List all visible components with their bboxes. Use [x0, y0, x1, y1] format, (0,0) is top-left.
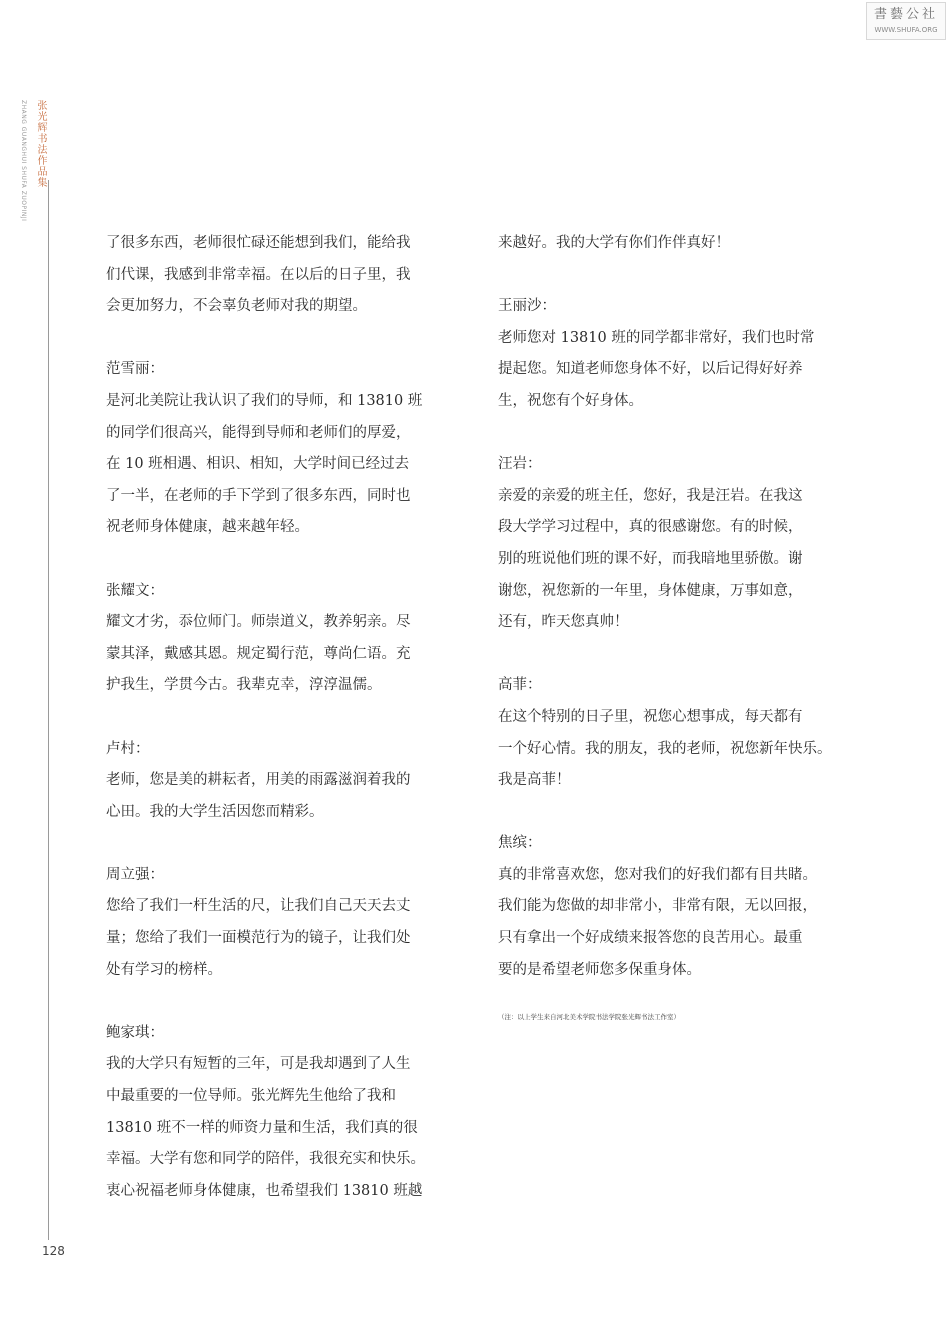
left-text-column [106, 228, 442, 1207]
paragraph-gap [498, 260, 834, 292]
text-line: 段大学学习过程中，真的很感谢您。有的时候， [498, 519, 803, 536]
text-line: 一个好心情。我的朋友，我的老师，祝您新年快乐。 [498, 740, 832, 757]
text-line: 亲爱的亲爱的班主任，您好，我是汪岩。在我这 [498, 487, 803, 504]
text-line: 生，祝您有个好身体。 [498, 392, 643, 409]
text-line: 是河北美院让我认识了我们的导师，和 13810 班 [106, 392, 423, 409]
text-line: 张耀文： [106, 582, 164, 599]
text-line: 耀文才劣，忝位师门。师崇道义，教养躬亲。尽 [106, 614, 411, 631]
paragraph-gap [498, 639, 834, 671]
right-column-lines [498, 228, 834, 986]
text-line: 了一半，在老师的手下学到了很多东西，同时也 [106, 487, 411, 504]
text-line: 卢村： [106, 740, 150, 757]
paragraph-gap [106, 828, 442, 860]
text-line: 处有学习的榜样。 [106, 961, 222, 978]
paragraph-gap [106, 986, 442, 1018]
text-line: 周立强： [106, 866, 164, 883]
paragraph-gap [106, 702, 442, 734]
text-line: 在这个特别的日子里，祝您心想事成，每天都有 [498, 708, 803, 725]
text-line: 焦缤： [498, 835, 542, 852]
running-head-subtitle: ZHANG GUANGHUI SHUFA ZUOPINJI [20, 100, 27, 222]
text-line: 了很多东西，老师很忙碌还能想到我们，能给我 [106, 235, 411, 251]
text-line: 只有拿出一个好成绩来报答您的良苦用心。最重 [498, 930, 803, 947]
text-line: 您给了我们一杆生活的尺，让我们自己天天去丈 [106, 898, 411, 915]
text-line: 心田。我的大学生活因您而精彩。 [106, 803, 324, 820]
text-line: 在 10 班相遇、相识、相知，大学时间已经过去 [106, 456, 410, 473]
text-line: 护我生，学贯今古。我辈克幸，淳淳温儒。 [106, 677, 382, 694]
text-line: 提起您。知道老师您身体不好，以后记得好好养 [498, 361, 803, 378]
right-text-column [498, 228, 834, 1021]
text-line: 13810 班不一样的师资力量和生活，我们真的很 [106, 1119, 418, 1136]
text-line: 范雪丽： [106, 361, 164, 378]
text-line: 蒙其泽，戴感其恩。规定蜀行范，尊尚仁语。充 [106, 645, 411, 662]
paragraph-gap [106, 544, 442, 576]
paragraph-gap [106, 323, 442, 355]
text-line: 来越好。我的大学有你们作伴真好！ [498, 235, 730, 251]
text-line: 我的大学只有短暂的三年，可是我却遇到了人生 [106, 1056, 411, 1073]
text-line: 真的非常喜欢您，您对我们的好我们都有目共睹。 [498, 866, 817, 883]
watermark-url: WWW.SHUFA.ORG [874, 26, 938, 34]
text-line: 我们能为您做的却非常小，非常有限，无以回报， [498, 898, 817, 915]
text-line: 们代课，我感到非常幸福。在以后的日子里，我 [106, 266, 411, 283]
text-line: 老师，您是美的耕耘者，用美的雨露滋润着我的 [106, 772, 411, 789]
text-line: 老师您对 13810 班的同学都非常好，我们也时常 [498, 329, 815, 346]
paragraph-gap [498, 418, 834, 450]
text-line: 要的是希望老师您多保重身体。 [498, 961, 701, 978]
text-line: 的同学们很高兴，能得到导师和老师们的厚爱， [106, 424, 411, 441]
paragraph-gap [498, 797, 834, 829]
text-line: 祝老师身体健康，越来越年轻。 [106, 519, 309, 536]
text-line: 还有，昨天您真帅！ [498, 614, 629, 631]
text-line: 高菲： [498, 677, 542, 694]
watermark-logo [866, 2, 946, 40]
running-head-title: 张光辉书法作品集 [35, 100, 46, 188]
text-line: 衷心祝福老师身体健康，也希望我们 13810 班越 [106, 1182, 423, 1199]
text-line: 会更加努力，不会辜负老师对我的期望。 [106, 298, 367, 315]
text-line: 谢您，祝您新的一年里，身体健康，万事如意， [498, 582, 803, 599]
text-line: 中最重要的一位导师。张光辉先生他给了我和 [106, 1088, 396, 1105]
text-line: 别的班说他们班的课不好，而我暗地里骄傲。谢 [498, 550, 803, 567]
page-number: 128 [42, 1244, 65, 1258]
text-line: 我是高菲！ [498, 772, 571, 789]
text-line: 鲍家琪： [106, 1024, 164, 1041]
margin-rule [48, 180, 49, 1240]
text-line: 幸福。大学有您和同学的陪伴，我很充实和快乐。 [106, 1151, 425, 1168]
text-line: 量；您给了我们一面模范行为的镜子，让我们处 [106, 930, 411, 947]
watermark-title: 書藝公社 [873, 7, 938, 22]
text-line: 王丽沙： [498, 298, 556, 315]
footnote: （注：以上学生来自河北美术学院书法学院张光辉书法工作室） [498, 1013, 680, 1022]
text-line: 汪岩： [498, 456, 542, 473]
